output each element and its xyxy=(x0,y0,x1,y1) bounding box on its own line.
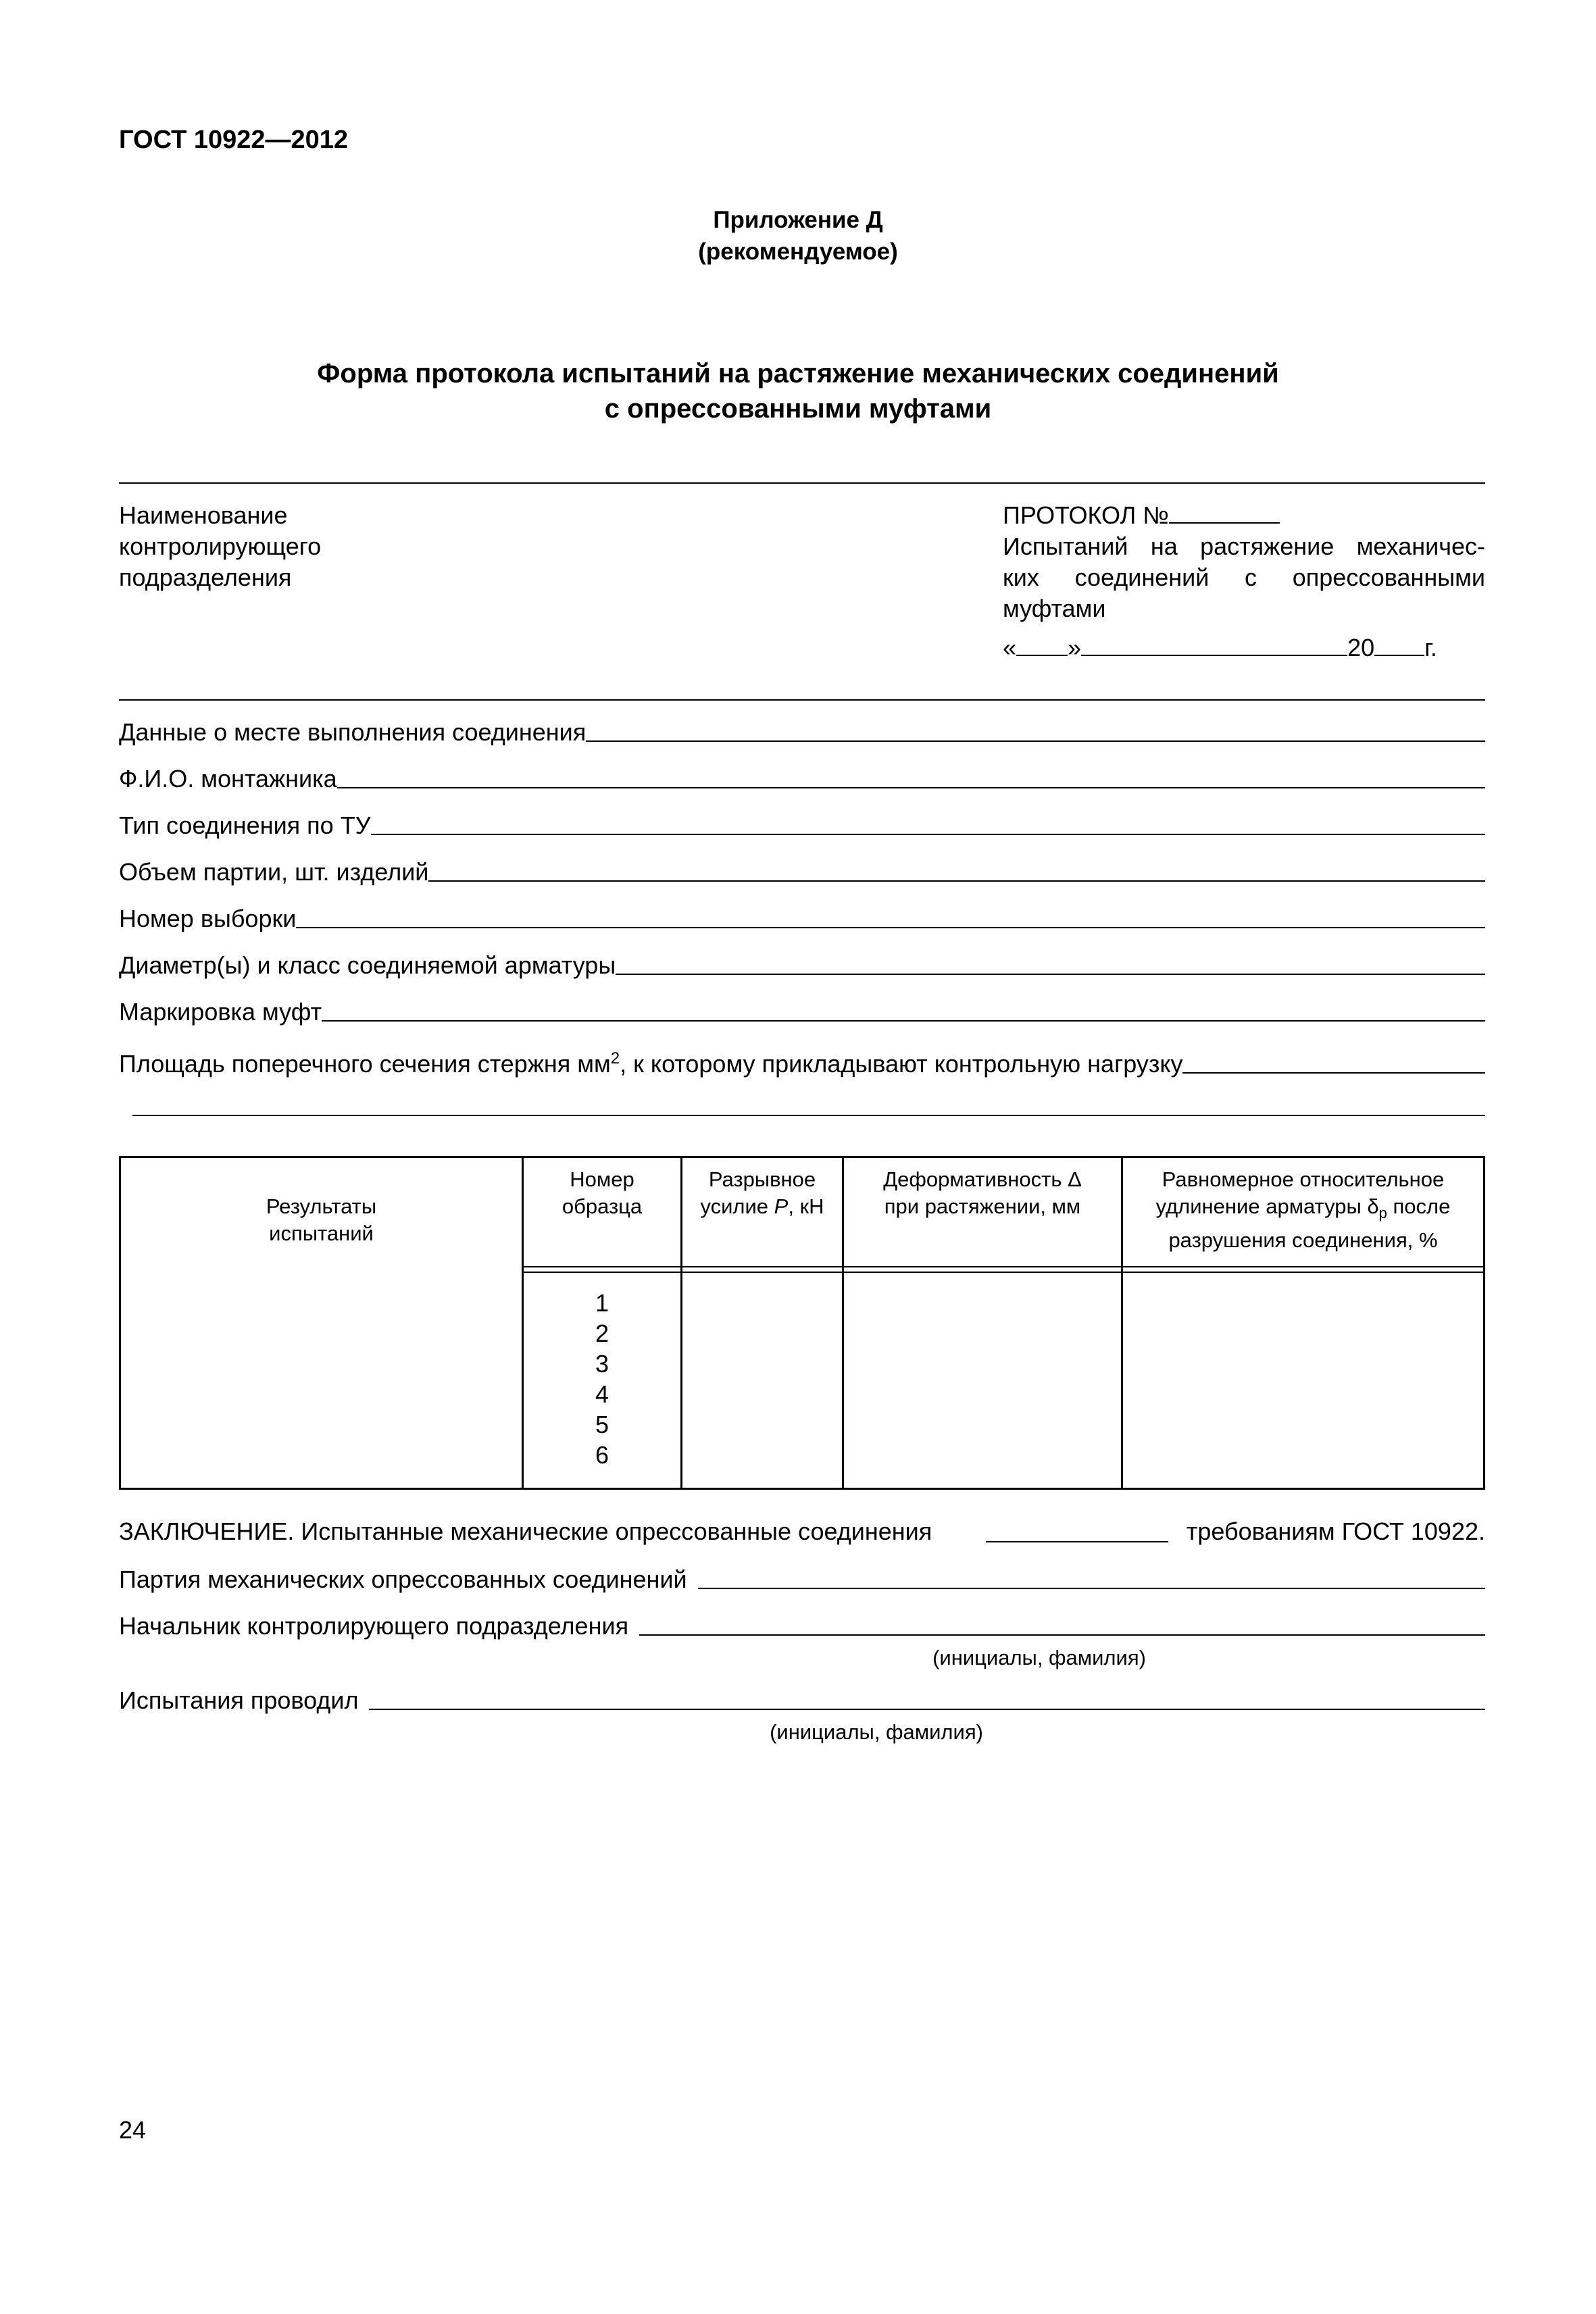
date-close-quote: » xyxy=(1068,634,1082,661)
field-marking xyxy=(119,997,1485,1028)
conclusion-row xyxy=(119,1516,1485,1547)
tester-label: Испытания проводил xyxy=(119,1686,359,1714)
date-day-field[interactable] xyxy=(1016,633,1068,656)
header-elongation-line2 xyxy=(1123,1193,1483,1227)
elongation-values-cell[interactable] xyxy=(1123,1274,1483,1488)
field-type-input[interactable] xyxy=(371,832,1485,835)
field-area-suffix: , к которому прикладывают контрольную нагрузку xyxy=(620,1050,1183,1078)
annex-status: (рекомендуемое) xyxy=(698,238,898,265)
field-installer xyxy=(119,763,1485,795)
sample-number: 6 xyxy=(595,1441,609,1469)
annex-title: Приложение Д xyxy=(713,207,883,233)
sample-number: 2 xyxy=(595,1319,609,1347)
protocol-date-line xyxy=(1003,632,1485,663)
batch-label: Партия механических опрессованных соединений xyxy=(119,1565,687,1593)
conclusion-suffix: требованиям ГОСТ 10922. xyxy=(1186,1517,1485,1545)
date-year-suffix: г. xyxy=(1424,634,1437,661)
conclusion-prefix: ЗАКЛЮЧЕНИЕ. Испытанные механические опрессованные соединения xyxy=(119,1517,932,1545)
field-marking-label: Маркировка муфт xyxy=(119,998,322,1026)
header-force-suffix: , кН xyxy=(788,1194,824,1218)
header-elongation-line1: Равномерное относительное xyxy=(1162,1167,1445,1191)
field-area-prefix: Площадь поперечного сечения стержня мм xyxy=(119,1050,611,1078)
org-block xyxy=(119,500,321,593)
header-elongation-suffix: после xyxy=(1387,1194,1451,1218)
date-month-field[interactable] xyxy=(1081,633,1347,656)
field-installer-input[interactable] xyxy=(337,786,1485,788)
protocol-block xyxy=(1003,500,1485,663)
header-results-line2: испытаний xyxy=(269,1222,374,1245)
field-volume-label: Объем партии, шт. изделий xyxy=(119,858,429,886)
field-type-label: Тип соединения по ТУ xyxy=(119,811,371,839)
header-deformation-line1: Деформативность Δ xyxy=(883,1167,1082,1191)
header-elongation-prefix: удлинение арматуры δ xyxy=(1155,1194,1379,1218)
force-values-cell[interactable] xyxy=(682,1274,842,1488)
field-area-continuation-line[interactable] xyxy=(132,1115,1485,1116)
table-header-rule-1 xyxy=(524,1266,1483,1267)
batch-input[interactable] xyxy=(698,1586,1485,1589)
field-area xyxy=(119,1043,1485,1080)
head-label: Начальник контролирующего подразделения xyxy=(119,1612,629,1640)
org-line2: контролирующего xyxy=(119,532,322,560)
field-sample-input[interactable] xyxy=(296,926,1485,928)
field-place-input[interactable] xyxy=(586,739,1485,742)
field-diameter-input[interactable] xyxy=(616,972,1485,975)
field-place-label: Данные о месте выполнения соединения xyxy=(119,718,587,746)
header-deformation-line2: при растяжении, мм xyxy=(884,1194,1081,1218)
header-force-line2 xyxy=(682,1193,842,1220)
protocol-desc-line2: ких соединений с опрессованными xyxy=(1003,563,1485,591)
org-line3: подразделения xyxy=(119,563,292,591)
header-force-line1: Разрывное xyxy=(708,1167,816,1191)
table-header-rule-2 xyxy=(524,1272,1483,1273)
field-diameter xyxy=(119,950,1485,981)
date-year-prefix: 20 xyxy=(1347,634,1375,661)
org-line1: Наименование xyxy=(119,501,288,529)
sample-number: 3 xyxy=(595,1350,609,1378)
sample-number: 5 xyxy=(595,1411,609,1438)
date-open-quote: « xyxy=(1003,634,1017,661)
tester-caption: (инициалы, фамилия) xyxy=(770,1720,983,1744)
header-sample-line1: Номер xyxy=(570,1167,634,1191)
sample-numbers xyxy=(524,1288,680,1470)
deformation-values-cell[interactable] xyxy=(844,1274,1121,1488)
header-results-line1: Результаты xyxy=(266,1194,377,1218)
middle-rule xyxy=(119,699,1485,701)
conclusion-compliance-field[interactable] xyxy=(986,1541,1168,1542)
table-header-sample xyxy=(524,1166,680,1220)
date-year-field[interactable] xyxy=(1374,633,1424,656)
batch-row xyxy=(119,1564,1485,1595)
head-signature-input[interactable] xyxy=(639,1633,1485,1636)
sample-number: 1 xyxy=(595,1289,609,1317)
field-volume xyxy=(119,857,1485,888)
header-sample-line2: образца xyxy=(562,1194,643,1218)
field-area-label xyxy=(119,1043,1182,1080)
table-header-results xyxy=(121,1193,522,1247)
field-area-sup: 2 xyxy=(610,1049,620,1067)
tester-row xyxy=(119,1685,1485,1716)
protocol-label: ПРОТОКОЛ № xyxy=(1003,501,1169,529)
top-rule xyxy=(119,482,1485,484)
head-caption: (инициалы, фамилия) xyxy=(932,1646,1146,1669)
field-installer-label: Ф.И.О. монтажника xyxy=(119,765,337,793)
protocol-number-field[interactable] xyxy=(1169,501,1280,524)
header-elongation-line3: разрушения соединения, % xyxy=(1168,1228,1438,1253)
field-type xyxy=(119,810,1485,841)
table-header-force xyxy=(682,1166,842,1220)
field-volume-input[interactable] xyxy=(428,879,1485,882)
field-sample-label: Номер выборки xyxy=(119,905,297,932)
field-marking-input[interactable] xyxy=(322,1019,1485,1022)
header-force-symbol: P xyxy=(774,1194,789,1218)
header-force-prefix: усилие xyxy=(700,1194,774,1218)
form-title-line1: Форма протокола испытаний на растяжение механических соединений xyxy=(317,359,1279,388)
table-header-deformation xyxy=(844,1166,1121,1220)
field-diameter-label: Диаметр(ы) и класс соединяемой арматуры xyxy=(119,951,616,979)
sample-number: 4 xyxy=(595,1380,609,1408)
header-elongation-sub: р xyxy=(1378,1205,1387,1222)
protocol-desc-line3: муфтами xyxy=(1003,595,1106,622)
page-number: 24 xyxy=(119,2116,147,2144)
standard-header: ГОСТ 10922—2012 xyxy=(119,126,349,154)
results-table xyxy=(119,1156,1485,1490)
table-header-elongation xyxy=(1123,1166,1483,1254)
form-title-line2: с опрессованными муфтами xyxy=(604,394,992,424)
head-row xyxy=(119,1611,1485,1642)
field-sample xyxy=(119,903,1485,934)
tester-signature-input[interactable] xyxy=(369,1707,1485,1710)
field-area-input[interactable] xyxy=(1182,1071,1485,1074)
field-place xyxy=(119,717,1485,748)
protocol-desc-line1: Испытаний на растяжение механичес- xyxy=(1003,532,1485,560)
